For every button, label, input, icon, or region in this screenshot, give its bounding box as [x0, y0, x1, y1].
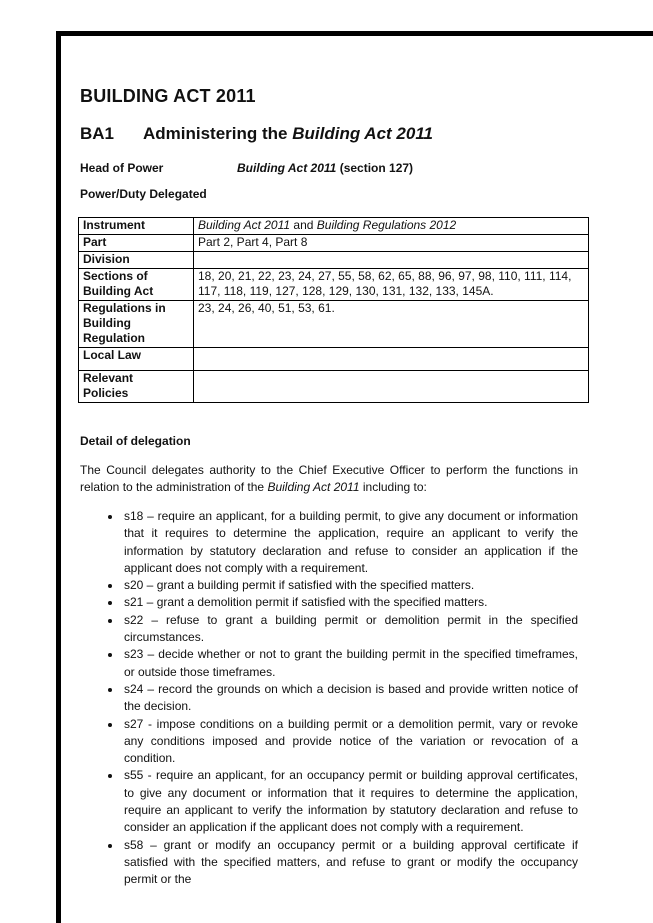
- instrument-and: and: [290, 218, 317, 232]
- section-title-prefix: Administering the: [143, 124, 293, 143]
- table-row: [79, 269, 589, 301]
- table-row: [79, 371, 589, 403]
- delegation-intro-paragraph: [80, 462, 578, 496]
- row-label-instrument: Instrument: [79, 218, 194, 235]
- row-label-sections: [79, 269, 194, 301]
- table-row: [79, 218, 589, 235]
- row-label-local-law: Local Law: [79, 348, 194, 371]
- head-of-power-line: [80, 161, 578, 175]
- section-heading: [80, 124, 578, 144]
- list-item-s58: • s58 – grant or modify an occupancy permit or a building approval certificate if satisfied with the specified matters, and refuse to grant or modify the occupancy permit or the: [122, 837, 578, 889]
- section-code: BA1: [80, 124, 115, 143]
- list-item-s21: • s21 – grant a demolition permit if satisfied with the specified matters.: [122, 594, 578, 611]
- head-of-power-act: Building Act 2011: [237, 161, 337, 175]
- instrument-act: Building Act 2011: [198, 218, 291, 232]
- document-title: BUILDING ACT 2011: [80, 86, 256, 106]
- row-value-instrument: [194, 218, 589, 235]
- table-row: [79, 235, 589, 252]
- head-of-power-label: Head of Power: [80, 161, 164, 175]
- section-title-act: Building Act 2011: [292, 124, 433, 143]
- head-of-power-value: [237, 161, 413, 175]
- power-duty-delegated-label: Power/Duty Delegated: [80, 187, 207, 201]
- table-row: [79, 301, 589, 348]
- row-value-relevant-policies: [194, 371, 589, 403]
- row-value-division: [194, 252, 589, 269]
- row-label-regulations: [79, 301, 194, 348]
- intro-text-after: including to:: [359, 480, 427, 494]
- row-label-division: Division: [79, 252, 194, 269]
- row-label-sections-text: Sections of Building Act: [83, 269, 154, 298]
- row-label-part: Part: [79, 235, 194, 252]
- scan-edge-artifact-vertical: [56, 31, 61, 923]
- row-value-local-law: [194, 348, 589, 371]
- instrument-regulations: Building Regulations 2012: [316, 218, 457, 232]
- list-item-s18: • s18 – require an applicant, for a building permit, to give any document or information that it requires to determine the application, require an applicant to verify the information by statutory declaration and refuse to consider an application if the applicant does not comply with a requirement.: [122, 508, 578, 577]
- row-label-regulations-text: Regulations in Building Regulation: [83, 301, 166, 345]
- row-value-part: Part 2, Part 4, Part 8: [194, 235, 589, 252]
- list-item-s23: • s23 – decide whether or not to grant the building permit in the specified timeframes, or outside those timeframes.: [122, 646, 578, 681]
- list-item-s22: • s22 – refuse to grant a building permit or demolition permit in the specified circumstances.: [122, 612, 578, 647]
- list-item-s20: • s20 – grant a building permit if satisfied with the specified matters.: [122, 577, 578, 594]
- section-title: [143, 124, 433, 144]
- intro-text-before: The Council delegates authority to the Chief Executive Officer to perform the functions in relation to the administration of the: [80, 463, 578, 494]
- delegation-table: [78, 217, 589, 403]
- head-of-power-section: (section 127): [336, 161, 414, 175]
- row-value-regulations: 23, 24, 26, 40, 51, 53, 61.: [194, 301, 589, 348]
- detail-of-delegation-heading: Detail of delegation: [80, 434, 191, 448]
- list-item-s55: • s55 - require an applicant, for an occupancy permit or building approval certificates, to give any document or information that it requires to determine the application, require an applicant to verify the information by statutory declaration and refuse to consider an application if the applicant does not comply with a requirement.: [122, 767, 578, 836]
- delegation-bullet-list: [80, 508, 578, 889]
- table-row: [79, 252, 589, 269]
- table-row: [79, 348, 589, 371]
- row-value-sections: 18, 20, 21, 22, 23, 24, 27, 55, 58, 62, 65, 88, 96, 97, 98, 110, 111, 114, 117, 118, 119, 127, 128, 129, 130, 131, 132, 133, 145A.: [194, 269, 589, 301]
- intro-act-name: Building Act 2011: [267, 480, 360, 494]
- row-label-relevant-policies-text: Relevant Policies: [83, 371, 134, 400]
- row-label-relevant-policies: [79, 371, 194, 403]
- list-item-s27: • s27 - impose conditions on a building permit or a demolition permit, vary or revoke any conditions imposed and provide notice of the variation or revocation of a condition.: [122, 716, 578, 768]
- list-item-s24: • s24 – record the grounds on which a decision is based and provide written notice of the decision.: [122, 681, 578, 716]
- document-page: [80, 0, 578, 889]
